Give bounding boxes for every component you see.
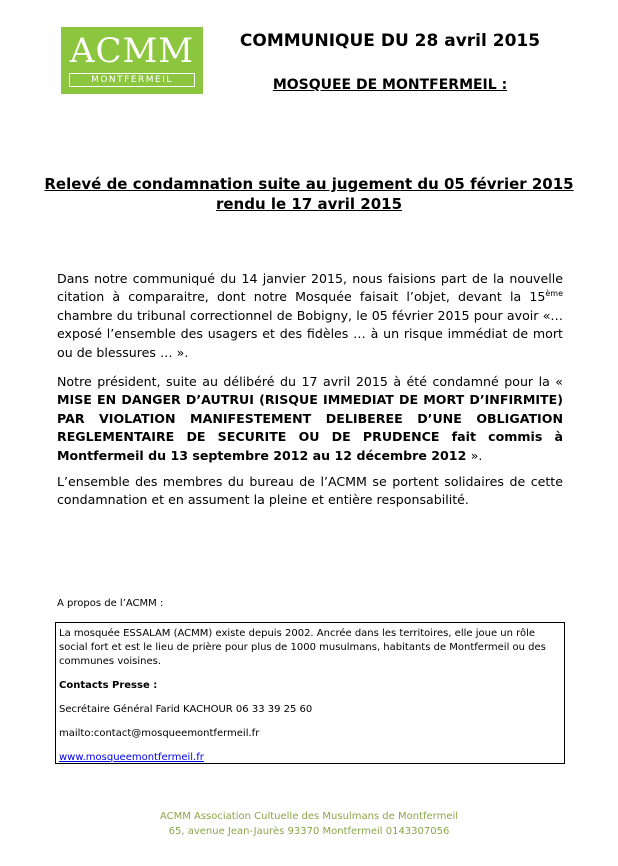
website-link[interactable]: www.mosqueemontfermeil.fr bbox=[59, 752, 204, 763]
contacts-label: Contacts Presse : bbox=[59, 680, 158, 691]
paragraph-1-text-b: chambre du tribunal correctionnel de Bobigny, le 05 février 2015 pour avoir «… exposé l’ensemble des usagers et des fidèles … à un risque immédiat de mort ou de blessures … ». bbox=[57, 307, 563, 360]
paragraph-1-text-a: Dans notre communiqué du 14 janvier 2015, nous faisions part de la nouvelle citation à comparaitre, dont notre Mosquée faisait l’objet, devant la 15 bbox=[57, 271, 563, 305]
secretary-contact: Secrétaire Général Farid KACHOUR 06 33 39 25 60 bbox=[59, 704, 313, 715]
about-label: A propos de l’ACMM : bbox=[57, 598, 164, 609]
paragraph-1 bbox=[57, 270, 563, 362]
logo-subtitle-frame bbox=[69, 73, 195, 87]
paragraph-2-text-b: ». bbox=[470, 447, 483, 463]
paragraph-2-text-a: Notre président, suite au délibéré du 17 avril 2015 à été condamné pour la « bbox=[57, 374, 563, 389]
logo-title: ACMM bbox=[69, 31, 195, 71]
about-description: La mosquée ESSALAM (ACMM) existe depuis 2002. Ancrée dans les territoires, elle joue un rôle social fort et est le lieu de prière pour plus de 1000 musulmans, habitants de Montfermeil ou des communes voisines. bbox=[59, 628, 546, 667]
acmm-logo bbox=[61, 27, 203, 94]
communique-title: COMMUNIQUE DU 28 avril 2015 bbox=[239, 31, 541, 51]
paragraph-2-bold: MISE EN DANGER D’AUTRUI (RISQUE IMMEDIAT DE MORT D’INFIRMITE) PAR VIOLATION MANIFESTEMENT DELIBEREE D’UNE OBLIGATION REGLEMENTAIRE DE SECURITE OU DE PRUDENCE fait commis à Montfermeil du 13 septembre 2012 au 12 décembre 2012 bbox=[57, 392, 563, 463]
paragraph-3: L’ensemble des membres du bureau de l’ACMM se portent solidaires de cette condamnation et en assument la pleine et entière responsabilité. bbox=[57, 474, 563, 508]
headline-line-1: Relevé de condamnation suite au jugement du 05 février 2015 bbox=[44, 175, 574, 193]
logo-subtitle: MONTFERMEIL bbox=[91, 75, 173, 85]
paragraph-2 bbox=[57, 373, 563, 465]
paragraph-1-superscript: ème bbox=[545, 289, 563, 299]
headline-line-2: rendu le 17 avril 2015 bbox=[215, 195, 403, 213]
footer-line-1: ACMM Association Cultuelle des Musulmans de Montfermeil bbox=[159, 811, 459, 822]
footer-line-2: 65, avenue Jean-Jaurès 93370 Montfermeil 0143307056 bbox=[168, 826, 450, 837]
email-contact[interactable]: mailto:contact@mosqueemontfermeil.fr bbox=[59, 728, 260, 739]
headline bbox=[40, 174, 578, 214]
footer bbox=[0, 809, 618, 839]
about-box bbox=[55, 622, 565, 764]
communique-subtitle: MOSQUEE DE MONTFERMEIL : bbox=[272, 77, 508, 93]
